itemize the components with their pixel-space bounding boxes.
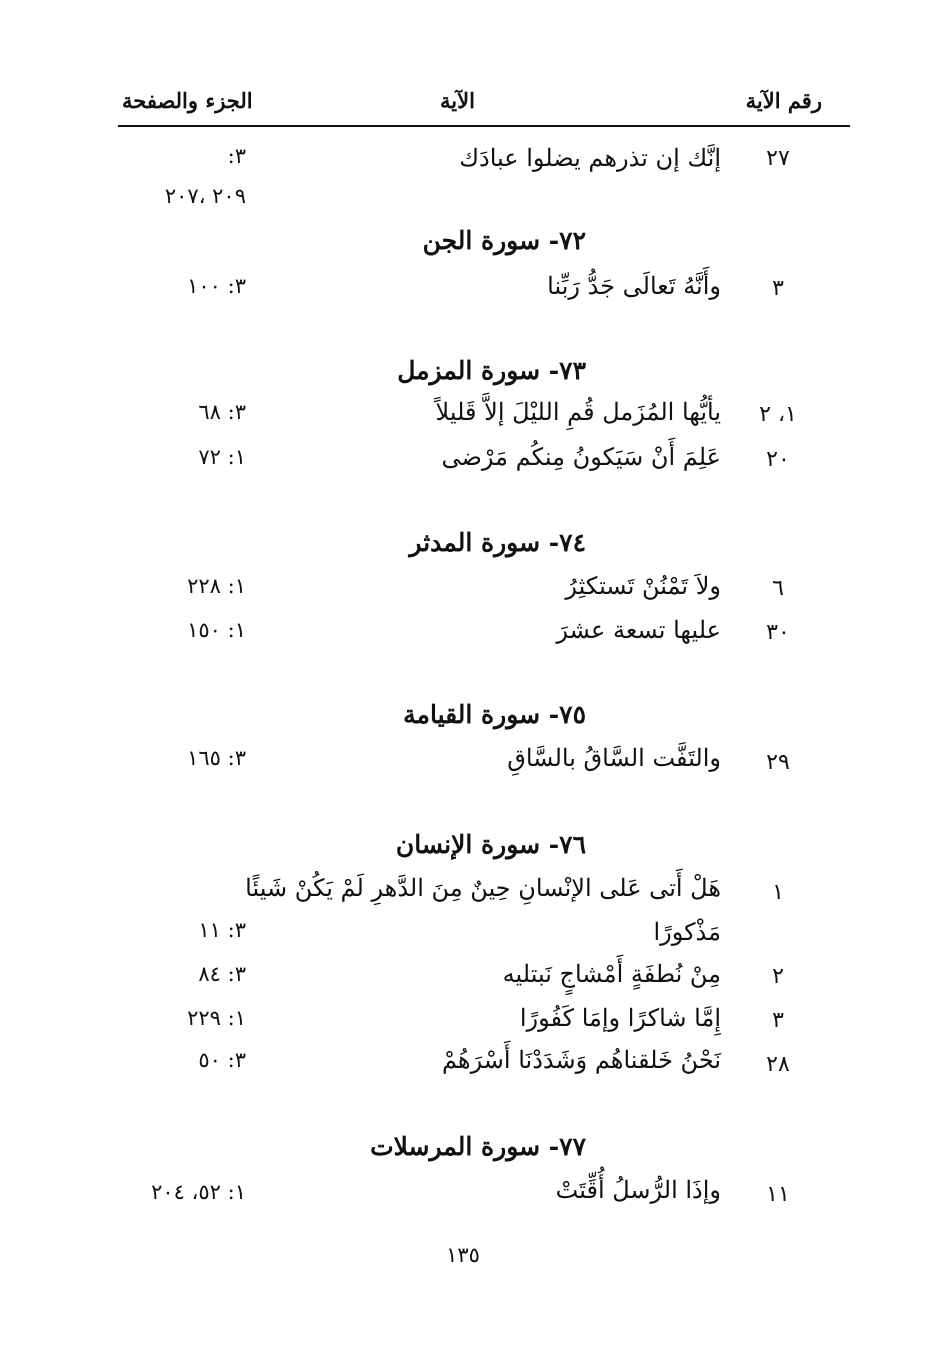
table-row xyxy=(0,272,926,312)
verse-number: ١ xyxy=(772,880,784,905)
table-row xyxy=(0,1004,926,1044)
verse-number: ٢ xyxy=(772,964,784,989)
volume-page-ref: ٣: ٨٤ xyxy=(198,962,246,986)
page-number: ١٣٥ xyxy=(446,1243,480,1267)
table-row xyxy=(0,616,926,656)
verse-number: ٣ xyxy=(772,1008,784,1033)
header-verse-number: رقم الآية xyxy=(745,88,822,113)
table-row xyxy=(0,398,926,438)
volume-page-ref: ٣: ١١ xyxy=(198,918,246,942)
verse-text: نَحْنُ خَلقناهُم وَشَدَدْنَا أَسْرَهُمْ xyxy=(441,1046,721,1074)
verse-text: عَلِمَ أَنْ سَيَكونُ مِنكُم مَرْضى xyxy=(441,443,721,471)
verse-text: وأَنَّهُ تَعالَى جَدُّ رَبِّنا xyxy=(547,272,721,300)
verse-number: ٦ xyxy=(772,576,784,601)
sura-heading: ٧٤- سورة المدثر xyxy=(409,528,586,557)
table-row xyxy=(0,443,926,483)
table-row-continuation xyxy=(0,918,926,958)
verse-number: ٢٧ xyxy=(766,146,790,171)
sura-heading: ٧٢- سورة الجن xyxy=(422,226,586,255)
sura-heading: ٧٧- سورة المرسلات xyxy=(370,1132,586,1161)
verse-number: ١١ xyxy=(766,1182,790,1207)
volume-page-ref: ١: ١٥٠ xyxy=(187,618,246,642)
verse-number: ٢٨ xyxy=(766,1052,790,1077)
volume-page-ref: ٣: ١٠٠ xyxy=(187,274,246,298)
table-row-continuation xyxy=(0,184,926,224)
verse-text: عليها تسعة عشرَ xyxy=(556,616,721,644)
verse-text: والتَفَّت السَّاقُ بالسَّاقِ xyxy=(507,744,721,772)
verse-text: مِنْ نُطفَةٍ أَمْشاجٍ نَبتليه xyxy=(502,960,721,988)
table-row xyxy=(0,1046,926,1086)
volume-page-ref: ١: ٥٢، ٢٠٤ xyxy=(151,1180,246,1204)
verse-text: إنَّك إن تذرهم يضلوا عبادَك xyxy=(459,144,721,172)
table-row xyxy=(0,1176,926,1216)
verse-number: ٢٠ xyxy=(766,447,790,472)
sura-heading: ٧٦- سورة الإنسان xyxy=(395,830,586,859)
verse-text-continuation: مَذْكورًا xyxy=(653,918,721,946)
verse-number: ٢٩ xyxy=(766,750,790,775)
table-row xyxy=(0,874,926,914)
sura-heading: ٧٥- سورة القيامة xyxy=(403,700,586,729)
verse-number: ١، ٢ xyxy=(759,402,797,427)
volume-page-ref: ٣: ٦٨ xyxy=(198,400,246,424)
header-rule xyxy=(118,125,850,127)
volume-page-ref: ٣: ٥٠ xyxy=(198,1048,246,1072)
verse-text: وإذَا الرُّسلُ أُقِّتَتْ xyxy=(555,1176,721,1204)
verse-text: ولاَ تَمْنُنْ تَستكثِرُ xyxy=(565,572,721,600)
verse-number: ٣٠ xyxy=(766,620,790,645)
header-verse: الآية xyxy=(440,88,475,113)
verse-text: هَلْ أَتى عَلى الإنْسانِ حِينٌ مِنَ الدَّهرِ لَمْ يَكُنْ شَيئًا xyxy=(245,874,721,902)
table-row xyxy=(0,960,926,1000)
volume-page-ref-continuation: ٢٠٩ ،٢٠٧ xyxy=(164,184,246,208)
table-row xyxy=(0,144,926,184)
sura-heading: ٧٣- سورة المزمل xyxy=(397,356,586,385)
volume-page-ref: ١: ٢٢٨ xyxy=(187,574,246,598)
volume-page-ref: ٣: xyxy=(227,144,246,168)
verse-number: ٣ xyxy=(772,276,784,301)
volume-page-ref: ١: ٧٢ xyxy=(198,445,246,469)
table-row xyxy=(0,572,926,612)
verse-text: إِمَّا شاكرًا وإمَا كَفُورًا xyxy=(519,1004,721,1032)
volume-page-ref: ٣: ١٦٥ xyxy=(187,746,246,770)
verse-text: يأيُّها المُزَمل قُمِ الليْلَ إلاَّ قَليلاً xyxy=(435,398,721,426)
table-row xyxy=(0,744,926,784)
header-volume-page: الجزء والصفحة xyxy=(122,88,253,113)
volume-page-ref: ١: ٢٢٩ xyxy=(187,1006,246,1030)
